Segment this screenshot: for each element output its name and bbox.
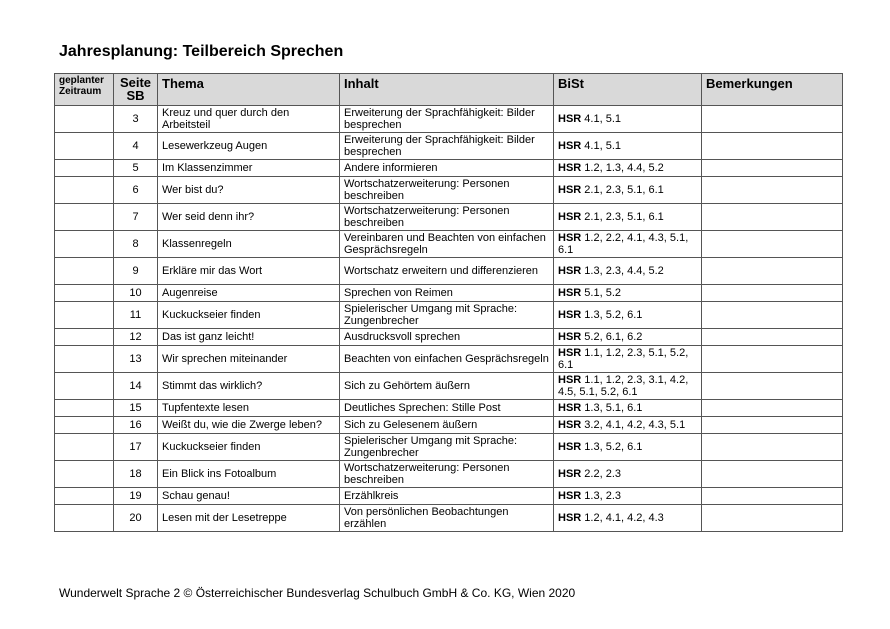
bist-values: 1.3, 2.3 — [584, 490, 621, 502]
cell-zeitraum — [55, 204, 114, 231]
cell-zeitraum — [55, 329, 114, 346]
bist-values: 1.1, 1.2, 2.3, 5.1, 5.2, 6.1 — [558, 347, 689, 371]
cell-inhalt: Sich zu Gehörtem äußern — [340, 373, 554, 400]
cell-bist — [554, 505, 702, 532]
cell-thema: Weißt du, wie die Zwerge leben? — [158, 417, 340, 434]
bist-prefix: HSR — [558, 374, 582, 386]
cell-seite: 7 — [114, 204, 158, 231]
cell-seite: 11 — [114, 302, 158, 329]
cell-bist — [554, 106, 702, 133]
cell-thema: Wer seid denn ihr? — [158, 204, 340, 231]
cell-inhalt: Erzählkreis — [340, 488, 554, 505]
cell-bemerkungen — [702, 302, 843, 329]
table-row — [55, 400, 843, 417]
bist-prefix: HSR — [558, 402, 582, 414]
cell-bemerkungen — [702, 346, 843, 373]
cell-inhalt: Wortschatzerweiterung: Personen beschreiben — [340, 461, 554, 488]
bist-prefix: HSR — [558, 140, 582, 152]
cell-zeitraum — [55, 258, 114, 285]
table-row — [55, 434, 843, 461]
cell-inhalt: Erweiterung der Sprachfähigkeit: Bilder besprechen — [340, 106, 554, 133]
cell-seite: 9 — [114, 258, 158, 285]
table-row — [55, 488, 843, 505]
cell-bemerkungen — [702, 329, 843, 346]
header-inhalt: Inhalt — [340, 74, 554, 106]
table-row — [55, 505, 843, 532]
cell-zeitraum — [55, 417, 114, 434]
bist-prefix: HSR — [558, 309, 582, 321]
cell-zeitraum — [55, 505, 114, 532]
cell-inhalt: Spielerischer Umgang mit Sprache: Zungenbrecher — [340, 434, 554, 461]
cell-inhalt: Wortschatzerweiterung: Personen beschreiben — [340, 204, 554, 231]
cell-thema: Kuckuckseier finden — [158, 434, 340, 461]
cell-inhalt: Vereinbaren und Beachten von einfachen Gesprächsregeln — [340, 231, 554, 258]
cell-seite: 8 — [114, 231, 158, 258]
table-row — [55, 346, 843, 373]
cell-thema: Stimmt das wirklich? — [158, 373, 340, 400]
cell-bist — [554, 231, 702, 258]
cell-bist — [554, 177, 702, 204]
cell-bist — [554, 373, 702, 400]
cell-bemerkungen — [702, 106, 843, 133]
cell-zeitraum — [55, 231, 114, 258]
bist-prefix: HSR — [558, 347, 582, 359]
cell-bemerkungen — [702, 400, 843, 417]
cell-seite: 15 — [114, 400, 158, 417]
header-thema: Thema — [158, 74, 340, 106]
bist-values: 1.2, 2.2, 4.1, 4.3, 5.1, 6.1 — [558, 232, 689, 256]
table-row — [55, 461, 843, 488]
cell-bist — [554, 204, 702, 231]
cell-zeitraum — [55, 488, 114, 505]
cell-thema: Lesewerkzeug Augen — [158, 133, 340, 160]
bist-prefix: HSR — [558, 512, 582, 524]
cell-bist — [554, 302, 702, 329]
table-row — [55, 417, 843, 434]
footer-copyright: Wunderwelt Sprache 2 © Österreichischer Bundesverlag Schulbuch GmbH & Co. KG, Wien 2020 — [59, 586, 576, 600]
cell-bemerkungen — [702, 373, 843, 400]
cell-bemerkungen — [702, 133, 843, 160]
cell-thema: Tupfentexte lesen — [158, 400, 340, 417]
table-row — [55, 285, 843, 302]
bist-prefix: HSR — [558, 184, 582, 196]
cell-thema: Kreuz und quer durch den Arbeitsteil — [158, 106, 340, 133]
cell-bemerkungen — [702, 231, 843, 258]
cell-inhalt: Wortschatz erweitern und differenzieren — [340, 258, 554, 285]
bist-prefix: HSR — [558, 419, 582, 431]
cell-bemerkungen — [702, 258, 843, 285]
cell-inhalt: Erweiterung der Sprachfähigkeit: Bilder besprechen — [340, 133, 554, 160]
cell-thema: Erkläre mir das Wort — [158, 258, 340, 285]
page-title: Jahresplanung: Teilbereich Sprechen — [59, 43, 344, 60]
cell-inhalt: Sich zu Gelesenem äußern — [340, 417, 554, 434]
cell-inhalt: Beachten von einfachen Gesprächsregeln — [340, 346, 554, 373]
bist-values: 2.1, 2.3, 5.1, 6.1 — [584, 211, 664, 223]
cell-bemerkungen — [702, 204, 843, 231]
header-zeitraum: geplanter Zeitraum — [55, 74, 114, 106]
cell-zeitraum — [55, 434, 114, 461]
bist-prefix: HSR — [558, 468, 582, 480]
cell-thema: Augenreise — [158, 285, 340, 302]
cell-seite: 13 — [114, 346, 158, 373]
cell-seite: 10 — [114, 285, 158, 302]
bist-values: 1.3, 5.2, 6.1 — [584, 309, 643, 321]
bist-values: 4.1, 5.1 — [584, 140, 621, 152]
cell-bist — [554, 133, 702, 160]
cell-zeitraum — [55, 346, 114, 373]
cell-thema: Klassenregeln — [158, 231, 340, 258]
table-row — [55, 160, 843, 177]
cell-bemerkungen — [702, 285, 843, 302]
cell-thema: Wer bist du? — [158, 177, 340, 204]
cell-bist — [554, 258, 702, 285]
bist-values: 1.3, 2.3, 4.4, 5.2 — [584, 265, 664, 277]
bist-prefix: HSR — [558, 265, 582, 277]
cell-seite: 5 — [114, 160, 158, 177]
cell-bemerkungen — [702, 434, 843, 461]
table-header-row — [55, 74, 843, 106]
cell-inhalt: Spielerischer Umgang mit Sprache: Zungenbrecher — [340, 302, 554, 329]
cell-seite: 3 — [114, 106, 158, 133]
bist-prefix: HSR — [558, 113, 582, 125]
cell-inhalt: Andere informieren — [340, 160, 554, 177]
bist-values: 5.2, 6.1, 6.2 — [584, 331, 643, 343]
cell-bemerkungen — [702, 488, 843, 505]
cell-zeitraum — [55, 373, 114, 400]
cell-thema: Kuckuckseier finden — [158, 302, 340, 329]
cell-thema: Schau genau! — [158, 488, 340, 505]
table-row — [55, 373, 843, 400]
cell-bist — [554, 400, 702, 417]
bist-prefix: HSR — [558, 441, 582, 453]
bist-values: 1.3, 5.1, 6.1 — [584, 402, 643, 414]
cell-inhalt: Deutliches Sprechen: Stille Post — [340, 400, 554, 417]
cell-bist — [554, 434, 702, 461]
bist-prefix: HSR — [558, 162, 582, 174]
cell-bemerkungen — [702, 505, 843, 532]
cell-seite: 4 — [114, 133, 158, 160]
bist-prefix: HSR — [558, 287, 582, 299]
cell-seite: 18 — [114, 461, 158, 488]
bist-values: 2.1, 2.3, 5.1, 6.1 — [584, 184, 664, 196]
table-row — [55, 133, 843, 160]
cell-bist — [554, 461, 702, 488]
cell-seite: 6 — [114, 177, 158, 204]
cell-zeitraum — [55, 106, 114, 133]
table-row — [55, 302, 843, 329]
cell-thema: Im Klassenzimmer — [158, 160, 340, 177]
cell-bist — [554, 329, 702, 346]
cell-bist — [554, 417, 702, 434]
table-row — [55, 231, 843, 258]
header-bemerkungen: Bemerkungen — [702, 74, 843, 106]
cell-zeitraum — [55, 400, 114, 417]
bist-values: 4.1, 5.1 — [584, 113, 621, 125]
cell-inhalt: Ausdrucksvoll sprechen — [340, 329, 554, 346]
table-row — [55, 204, 843, 231]
bist-values: 2.2, 2.3 — [584, 468, 621, 480]
cell-bist — [554, 346, 702, 373]
cell-bemerkungen — [702, 177, 843, 204]
cell-thema: Das ist ganz leicht! — [158, 329, 340, 346]
cell-bemerkungen — [702, 160, 843, 177]
cell-seite: 14 — [114, 373, 158, 400]
cell-bist — [554, 488, 702, 505]
planning-table — [54, 73, 843, 532]
bist-values: 1.2, 4.1, 4.2, 4.3 — [584, 512, 664, 524]
cell-seite: 20 — [114, 505, 158, 532]
cell-seite: 12 — [114, 329, 158, 346]
cell-thema: Ein Blick ins Fotoalbum — [158, 461, 340, 488]
cell-seite: 19 — [114, 488, 158, 505]
cell-zeitraum — [55, 177, 114, 204]
cell-inhalt: Sprechen von Reimen — [340, 285, 554, 302]
table-row — [55, 106, 843, 133]
cell-zeitraum — [55, 302, 114, 329]
cell-inhalt: Von persönlichen Beobachtungen erzählen — [340, 505, 554, 532]
header-seite: Seite SB — [114, 74, 158, 106]
bist-prefix: HSR — [558, 211, 582, 223]
bist-prefix: HSR — [558, 232, 582, 244]
cell-seite: 17 — [114, 434, 158, 461]
table-row — [55, 329, 843, 346]
cell-thema: Lesen mit der Lesetreppe — [158, 505, 340, 532]
cell-seite: 16 — [114, 417, 158, 434]
bist-values: 1.1, 1.2, 2.3, 3.1, 4.2, 4.5, 5.1, 5.2, 6.1 — [558, 374, 689, 398]
header-bist: BiSt — [554, 74, 702, 106]
bist-values: 1.2, 1.3, 4.4, 5.2 — [584, 162, 664, 174]
bist-prefix: HSR — [558, 331, 582, 343]
bist-values: 3.2, 4.1, 4.2, 4.3, 5.1 — [584, 419, 686, 431]
cell-zeitraum — [55, 160, 114, 177]
cell-bemerkungen — [702, 461, 843, 488]
cell-zeitraum — [55, 133, 114, 160]
cell-inhalt: Wortschatzerweiterung: Personen beschreiben — [340, 177, 554, 204]
cell-bist — [554, 160, 702, 177]
table-row — [55, 258, 843, 285]
cell-thema: Wir sprechen miteinander — [158, 346, 340, 373]
bist-values: 1.3, 5.2, 6.1 — [584, 441, 643, 453]
cell-bemerkungen — [702, 417, 843, 434]
bist-values: 5.1, 5.2 — [584, 287, 621, 299]
cell-bist — [554, 285, 702, 302]
cell-zeitraum — [55, 461, 114, 488]
table-row — [55, 177, 843, 204]
bist-prefix: HSR — [558, 490, 582, 502]
cell-zeitraum — [55, 285, 114, 302]
